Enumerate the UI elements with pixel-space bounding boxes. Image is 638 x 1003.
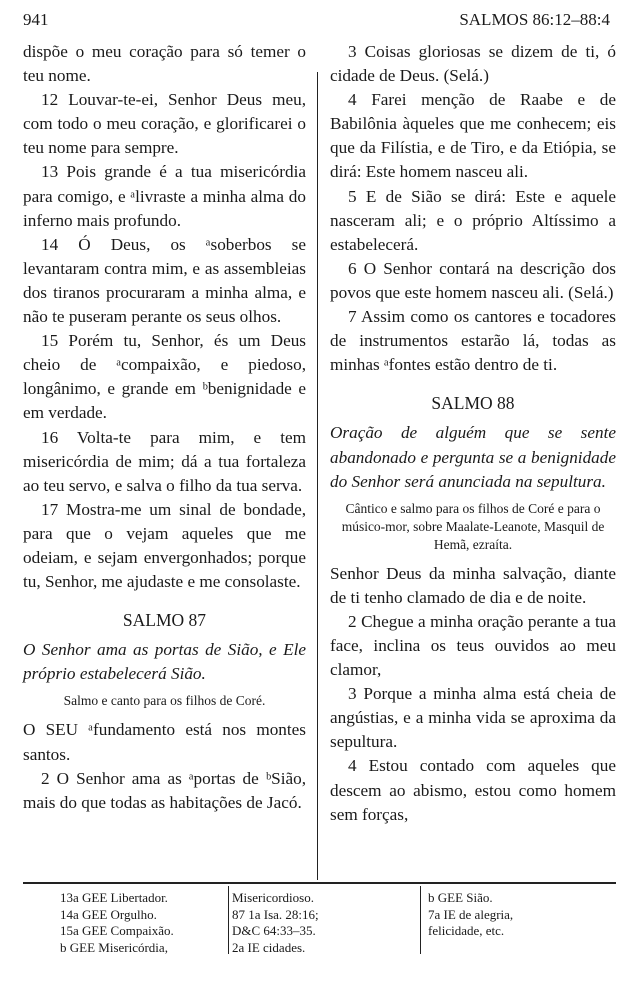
- footnote: 7a IE de alegria,: [428, 906, 514, 922]
- verse-17: 17 Mostra-me um sinal de bondade, para que o vejam aqueles que me odeiam, e sejam envergonhados; porque tu, Senhor, me ajudaste e me consolaste.: [23, 499, 306, 592]
- footnote: Misericordioso.: [232, 890, 314, 905]
- verse-12: 12 Louvar-te-ei, Senhor Deus meu, com todo o meu coração, e glorificarei o teu nome para sempre.: [23, 90, 306, 158]
- page-number: 941: [23, 10, 49, 29]
- footnote: b GEE Sião.: [428, 890, 493, 905]
- psalm-88-subtitle: Cântico e salmo para os filhos de Coré e para o músico-mor, sobre Maalate-Leanote, Masquil de Hemã, ezraíta.: [341, 500, 605, 552]
- psalm-87-verse-1: O SEU ᵃfundamento está nos montes santos.: [23, 720, 306, 764]
- footnote: felicidade, etc.: [428, 923, 505, 938]
- footnote: 2a IE cidades.: [232, 939, 306, 955]
- footnote: D&C 64:33–35.: [232, 923, 316, 938]
- verse-15: 15 Porém tu, Senhor, és um Deus cheio de ᵃcompaixão, e piedoso, longânimo, e grande em ᵇbenignidade e em verdade.: [23, 331, 306, 423]
- psalm-87-subtitle: Salmo e canto para os filhos de Coré.: [63, 693, 266, 709]
- column-divider: [317, 72, 318, 880]
- footnote-divider: [420, 886, 421, 954]
- footnotes-col-1: [60, 890, 220, 956]
- footnote-divider: [228, 886, 229, 954]
- psalm-87-verse-5: 5 E de Sião se dirá: Este e aquele nasceram ali; e o próprio Altíssimo a estabelecerá.: [330, 186, 616, 254]
- psalm-87-verse-6: 6 O Senhor contará na descrição dos povos que este homem nasceu ali. (Selá.): [330, 258, 616, 302]
- psalm-88-verse-2: 2 Chegue a minha oração perante a tua face, inclina os teus ouvidos ao meu clamor,: [330, 611, 616, 680]
- psalm-87-verse-7: 7 Assim como os cantores e tocadores de instrumentos estarão lá, todas as minhas ᵃfontes estão dentro de ti.: [330, 307, 616, 375]
- psalm-88-summary: Oração de alguém que se sente abandonado e pergunta se a benignidade do Senhor será anunciada na sepultura.: [330, 423, 616, 491]
- verse-13: 13 Pois grande é a tua misericórdia para comigo, e ᵃlivraste a minha alma do inferno mais profundo.: [23, 162, 306, 230]
- left-column: [23, 40, 306, 815]
- footnote-rule: [23, 882, 616, 884]
- footnote: 13a GEE Libertador.: [60, 890, 168, 905]
- psalm-88-verse-3: 3 Porque a minha alma está cheia de angústias, e a minha vida se aproxima da sepultura.: [330, 684, 616, 752]
- footnote: 87 1a Isa. 28:16;: [232, 906, 319, 922]
- psalm-87-verse-2: 2 O Senhor ama as ᵃportas de ᵇSião, mais do que todas as habitações de Jacó.: [23, 768, 306, 812]
- psalm-87-verse-4: 4 Farei menção de Raabe e de Babilônia àqueles que me conhecem; eis que da Filístia, e de Tiro, e da Etiópia, se dirá: Este homem nasceu ali.: [330, 90, 616, 182]
- psalm-88-title: SALMO 88: [431, 393, 515, 414]
- psalm-88-verse-1: Senhor Deus da minha salvação, diante de ti tenho clamado de dia e de noite.: [330, 563, 616, 607]
- right-column: [330, 40, 616, 827]
- footnote: 14a GEE Orgulho.: [60, 906, 157, 922]
- verse-16: 16 Volta-te para mim, e tem misericórdia de mim; dá a tua fortaleza ao teu servo, e salva o filho da tua serva.: [23, 427, 306, 495]
- psalm-88-verse-4: 4 Estou contado com aqueles que descem ao abismo, estou como homem sem forças,: [330, 756, 616, 824]
- footnote: b GEE Misericórdia,: [60, 939, 168, 955]
- verse-text: dispõe o meu coração para só temer o teu nome.: [23, 42, 306, 86]
- psalm-87-summary: O Senhor ama as portas de Sião, e Ele próprio estabelecerá Sião.: [23, 640, 306, 684]
- footnotes-col-3: [428, 890, 608, 940]
- footnotes-col-2: [232, 890, 412, 956]
- verse-14: 14 Ó Deus, os ᵃsoberbos se levantaram contra mim, e as assembleias dos tiranos procuraram a minha alma, e não te puseram perante os seus olhos.: [23, 234, 306, 327]
- psalm-87-title: SALMO 87: [122, 610, 207, 631]
- psalm-87-verse-3: 3 Coisas gloriosas se dizem de ti, ó cidade de Deus. (Selá.): [330, 42, 616, 86]
- footnote: 15a GEE Compaixão.: [60, 923, 174, 938]
- running-title: SALMOS 86:12–88:4: [459, 10, 610, 29]
